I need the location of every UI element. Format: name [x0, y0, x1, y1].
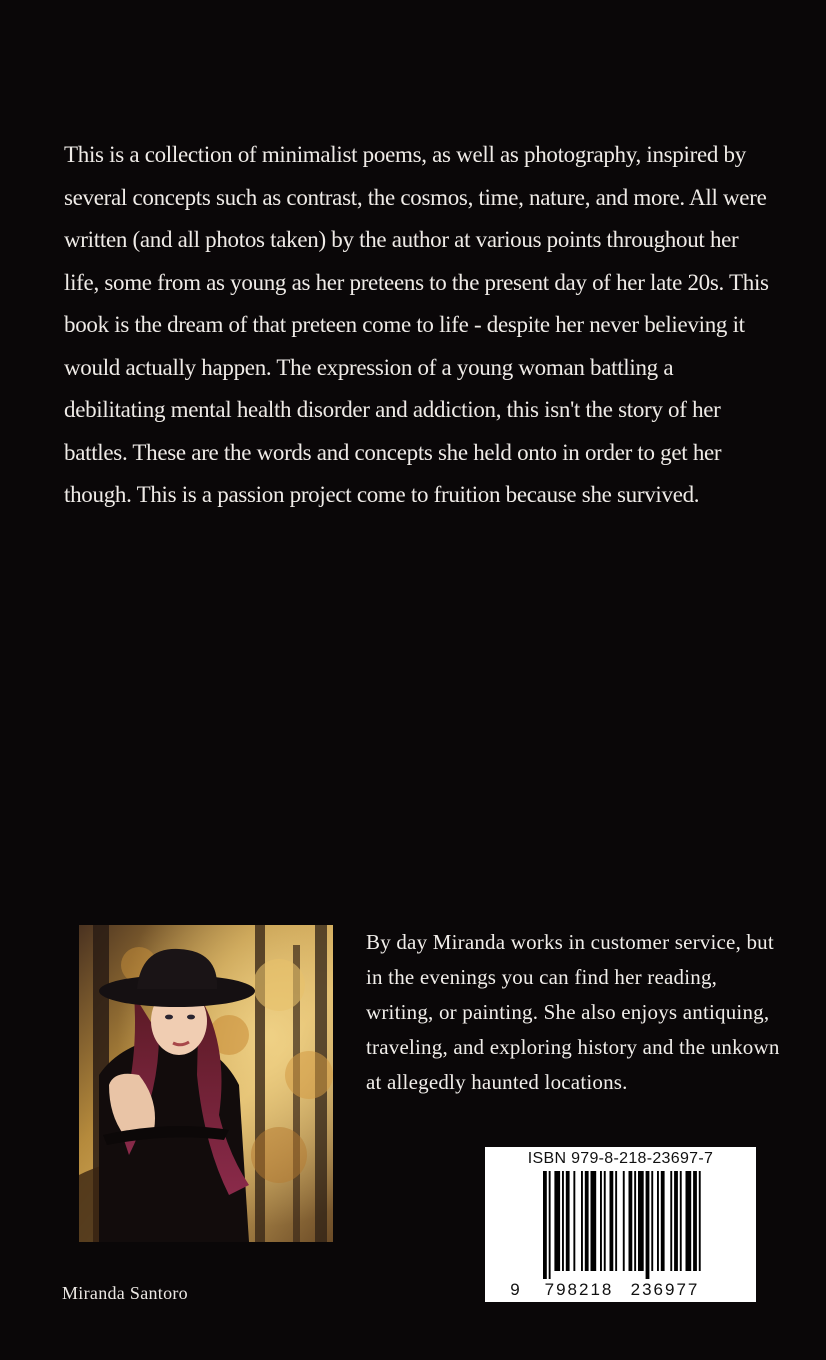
barcode-digits-left: 798218 [544, 1280, 614, 1299]
author-name: Miranda Santoro [62, 1283, 188, 1303]
barcode-bars [485, 1147, 756, 1302]
barcode-digits-right: 236977 [630, 1280, 700, 1299]
author-photo [79, 925, 333, 1242]
isbn-label: ISBN 979-8-218-23697-7 [527, 1150, 714, 1167]
blurb-text: This is a collection of minimalist poems, as well as photography, inspired by several concepts such as contrast, the cosmos, time, nature, and more. All were written (and all photos taken) by the author at various points throughout her life, some from as young as her preteens to the present day of her late 20s. This book is the dream of that preteen come to life - despite her never believing it would actually happen. The expression of a young woman battling a debilitating mental health disorder and addiction, this isn't the story of her battles. These are the words and concepts she held onto in order to get her though. This is a passion project come to fruition because she survived. [64, 142, 769, 507]
barcode-digit-lead: 9 [510, 1280, 520, 1299]
isbn-barcode [485, 1147, 756, 1302]
author-bio: By day Miranda works in customer service, but in the evenings you can find her reading, writing, or painting. She also enjoys antiquing, traveling, and exploring history and the unkown at allegedly haunted locations. [366, 930, 780, 1094]
